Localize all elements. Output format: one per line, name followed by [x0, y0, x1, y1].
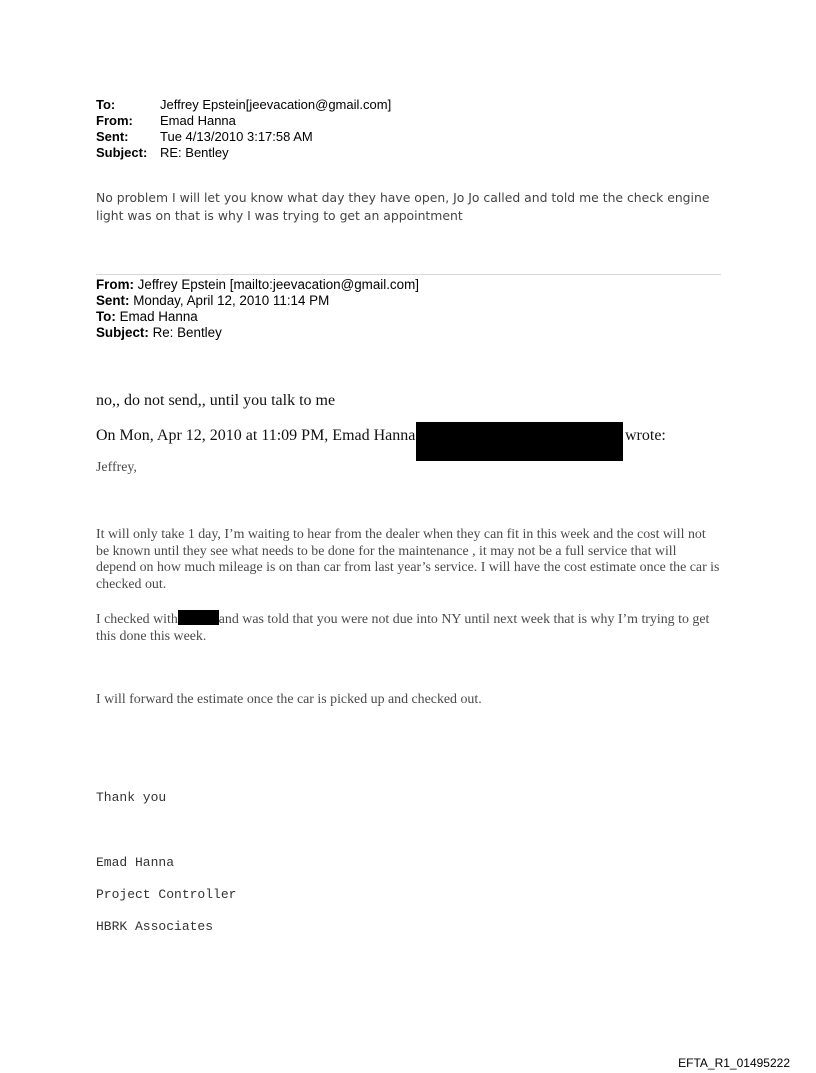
quoted-sent-line: [96, 293, 329, 310]
quoted-message: no,, do not send,, until you talk to me: [96, 392, 336, 409]
quoted-subject-line: [96, 325, 222, 342]
subject-value: RE: Bentley: [160, 145, 229, 160]
redaction-bar-inline: [178, 610, 219, 625]
signature-title: Project Controller: [96, 887, 237, 902]
quoted-to-label: To:: [96, 309, 116, 324]
document-id: EFTA_R1_01495222: [678, 1056, 790, 1070]
quoted-subject-value: Re: Bentley: [152, 325, 222, 340]
subject-label: Subject:: [96, 145, 148, 160]
quoted-sent-label: Sent:: [96, 293, 130, 308]
signature-company: HBRK Associates: [96, 919, 214, 934]
signature-name: Emad Hanna: [96, 855, 175, 870]
from-label: From:: [96, 113, 133, 128]
quoted-to-value: Emad Hanna: [119, 309, 198, 324]
to-label: To:: [96, 97, 116, 112]
paragraph-3: I will forward the estimate once the car is picked up and checked out.: [96, 692, 482, 707]
closing: Thank you: [96, 790, 167, 805]
quoted-from-value: Jeffrey Epstein [mailto:jeevacation@gmail.com]: [137, 277, 419, 292]
from-value: Emad Hanna: [160, 113, 236, 128]
reply-body: No problem I will let you know what day they have open, Jo Jo called and told me the check engine light was on that is why I was trying to get an appointment: [96, 190, 710, 223]
sent-label: Sent:: [96, 129, 129, 144]
paragraph-1: It will only take 1 day, I’m waiting to hear from the dealer when they can fit in this week and the cost will not be known until they see what needs to be done for the maintenance , it may not be a full service that will depend on how much mileage is on than car from last year’s service. I will have the cost estimate once the car is checked out.: [96, 527, 720, 592]
attribution-prefix: On Mon, Apr 12, 2010 at 11:09 PM, Emad Hanna: [96, 427, 416, 444]
paragraph-2-start: I checked with: [96, 612, 178, 627]
sent-value: Tue 4/13/2010 3:17:58 AM: [160, 129, 313, 144]
quoted-subject-label: Subject:: [96, 325, 149, 340]
quoted-from-line: [96, 277, 419, 294]
attribution-suffix: wrote:: [625, 427, 666, 444]
paragraph-2: [96, 610, 720, 645]
paragraph-2-end: and was told that you were not due into NY until next week that is why I’m trying to get this done this week.: [96, 612, 710, 644]
quoted-from-label: From:: [96, 277, 134, 292]
to-value: Jeffrey Epstein[jeevacation@gmail.com]: [160, 97, 392, 112]
quoted-sent-value: Monday, April 12, 2010 11:14 PM: [133, 293, 330, 308]
greeting: Jeffrey,: [96, 460, 137, 475]
quoted-to-line: [96, 309, 198, 326]
quote-divider: [96, 274, 721, 275]
redaction-bar: [416, 422, 623, 461]
